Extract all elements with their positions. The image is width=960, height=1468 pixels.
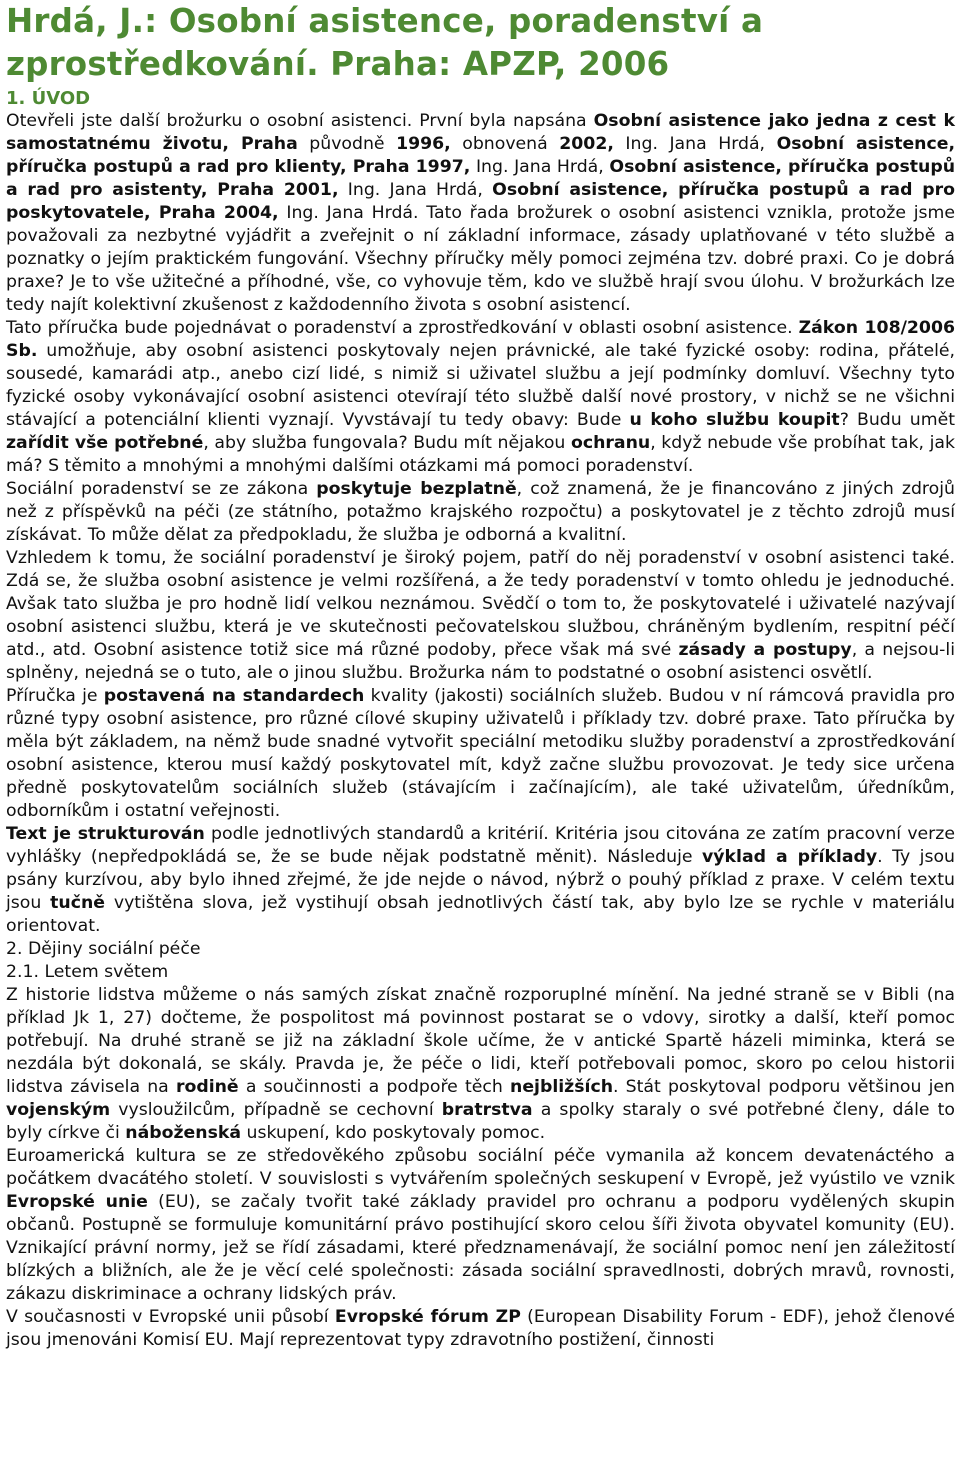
text-run: Příručka je [6,686,104,706]
subsection-heading-letem-svetem: 2.1. Letem světem [6,962,169,982]
text-run: obnovená [450,134,560,154]
paragraph [6,823,955,938]
text-run: vytištěna slova, jež vystihují obsah jednotlivých částí tak, aby bylo lze se rychle v materiálu orientovat. [6,893,956,936]
section-heading-uvod: 1. ÚVOD [6,88,91,109]
paragraph [6,317,955,478]
bold-text: Text je strukturován [6,824,205,844]
text-run: , což znamená, že je financováno z jiných zdrojů než z příspěvků na péči (ze státního, potažmo krajského rozpočtu) a poskytovatel je z těchto zdrojů musí získávat. To může dělat za předpokladu, že služba je odborná a kvalitní. [6,479,955,545]
text-run: . Ty jsou psány kurzívou, aby bylo ihned zřejmé, že jde nejde o návod, nýbrž o pouhý příklad z praxe. V celém textu jsou [6,847,956,913]
bold-text: Osobní asistence, příručka postupů a rad pro asistenty, Praha 2001, [6,157,956,200]
text-run: podle jednotlivých standardů a kritérií. Kritéria jsou citována ze zatím pracovní verze vyhlášky (nepředpokládá se, že se bude nějak podstatně měnit). Následuje [6,824,955,867]
text-run: uskupení, kdo poskytovaly pomoc. [241,1123,546,1143]
text-run: Sociální poradenství se ze zákona [6,479,317,499]
section-1-body [6,110,955,938]
bold-text: postavená na standardech [103,686,365,706]
text-run: Euroamerická kultura se ze středověkého způsobu sociální péče vymanila až koncem devatenáctého a počátkem dvacátého století. V souvislosti s vytvářením společných seskupení v Evropě, jež vyústilo ve vznik [6,1146,955,1189]
paragraph [6,547,955,685]
text-run: Ing. Jana Hrdá, [613,134,777,154]
text-run: (European Disability Forum - EDF), jehož členové jsou jmenováni Komisí EU. Mají reprezentovat typy zdravotního postižení, činnosti [6,1307,955,1350]
paragraph [6,685,955,823]
text-run: Tato příručka bude pojednávat o poradenství a zprostředkování v oblasti osobní asistence. [6,318,799,338]
text-run: umožňuje, aby osobní asistenci poskytovaly nejen právnické, ale také fyzické osoby: rodina, přátelé, sousedé, kamarádi atp., anebo cizí lidé, s nimiž si uživatel službu a její podmínky domluví. Všechny tyto fyzické osoby vykonávající osobní asistenci otevírají této službě další nové prostory, v nichž se ne všichni stávající a potenciální klienti vyznají. Vyvstávají tu tedy obavy: Bude [6,341,955,430]
paragraph [6,984,955,1145]
text-run: Ing. Jana Hrdá. Tato řada brožurek o osobní asistenci vznikla, protože jsme považovali za nezbytné vyjádřit a zveřejnit o ní základní informace, zásady uplatňované v této službě a poznatky o jejím praktickém fungování. Všechny příručky měly pomoci zejména tzv. dobré praxi. Co je dobrá praxe? Je to vše užitečné a příhodné, vše, co vyhovuje těm, kdo ve službě hrají svou úlohu. V brožurkách lze tedy najít kolektivní zkušenost z každodenního života s osobní asistencí. [6,203,956,315]
bold-text: Osobní asistence, příručka postupů a rad pro klienty, Praha 1997, [6,134,956,177]
text-run: Ing. Jana Hrdá, [470,157,610,177]
text-run: , když nebude vše probíhat tak, jak má? S těmito a mnohými a mnohými dalšími otázkami má pomoci poradenství. [6,433,955,476]
bold-text: 2002, [559,134,614,154]
bold-text: bratrstva [441,1100,533,1120]
section-2-body [6,984,955,1352]
bold-text: výklad a příklady [702,847,878,867]
text-run: ? Budu umět [839,410,955,430]
paragraph [6,1145,955,1306]
bold-text: zařídit vše potřebné [6,433,204,453]
text-run: Vzhledem k tomu, že sociální poradenství je široký pojem, patří do něj poradenství v osobní asistenci také. Zdá se, že služba osobní asistence je velmi rozšířená, a že tedy poradenství v tomto ohledu je jednoduché. Avšak tato služba je pro hodně lidí velkou neznámou. Svědčí o tom to, že poskytovatelé i uživatelé nazývají osobní asistenci službu, která je ve skutečnosti pečovatelskou službou, chráněným bydlením, respitní péčí atd., atd. Osobní asistence totiž sice má různé podoby, přece však má své [6,548,955,660]
text-run: Otevřeli jste další brožurku o osobní asistenci. První byla napsána [6,111,594,131]
text-run: a spolky staraly o své potřebné členy, dále to byly církve či [6,1100,955,1143]
text-run: Z historie lidstva můžeme o nás samých získat značně rozporuplné mínění. Na jedné straně se v Bibli (na příklad Jk 1, 27) dočteme, že pospolitost má povinnost postarat se o vdovy, sirotky a další, kteří pomoc potřebují. Na druhé straně se již na základní škole učíme, že v antické Spartě házeli miminka, která se nezdála být dokonalá, se skály. Pravda je, že péče o lidi, kteří potřebovali pomoc, skoro po celou historii lidstva závisela na [6,985,955,1097]
bold-text: Evropské unie [6,1192,148,1212]
bold-text: Osobní asistence, příručka postupů a rad pro poskytovatele, Praha 2004, [6,180,955,223]
paragraph [6,478,955,547]
paragraph [6,1306,955,1352]
paragraph [6,110,955,317]
text-run: původně [297,134,397,154]
text-run: , a nejsou-li splněny, nejedná se o tuto, ale o jinou službu. Brožurka nám to podstatné o osobní asistenci osvětlí. [6,640,955,683]
document-title: Hrdá, J.: Osobní asistence, poradenství a zprostředkování. Praha: APZP, 2006 [6,2,764,83]
bold-text: vojenským [6,1100,111,1120]
bold-text: Evropské fórum ZP [334,1307,521,1327]
text-run: (EU), se začaly tvořit také základy pravidel pro ochranu a podporu vydělených skupin občanů. Postupně se formuluje komunitární právo postihující skoro celou šíři života obyvatel komunity (EU). Vznikající právní normy, jež se řídí zásadami, které předznamenávají, že sociální pomoc není jen záležitostí blízkých a bližních, ale že je věcí celé společnosti: zásada sociální spravedlnosti, dobrých mravů, rovnosti, zákazu diskriminace a ochrany lidských práv. [6,1192,956,1304]
bold-text: Osobní asistence jako jedna z cest k samostatnému životu, Praha [6,111,955,154]
section-heading-dejiny: 2. Dějiny sociální péče [6,939,201,959]
text-run: a součinnosti a podpoře těch [238,1077,511,1097]
bold-text: zásady a postupy [678,640,852,660]
text-run: kvality (jakosti) sociálních služeb. Budou v ní rámcová pravidla pro různé typy osobní asistence, pro různé cílové skupiny uživatelů i příklady tzv. dobré praxe. Tato příručka by měla být základem, na němž bude snadné vytvořit speciální metodiku služby poradenství a zprostředkování osobní asistence, kterou musí každý poskytovatel mít, když začne službu provozovat. Je tedy sice určena předně poskytovatelům sociálních služeb (stávajícím i začínajícím), ale také uživatelům, úředníkům, odborníkům i ostatní veřejnosti. [6,686,955,821]
text-run: V současnosti v Evropské unii působí [6,1307,335,1327]
text-run: vysloužilcům, případně se cechovní [110,1100,442,1120]
bold-text: náboženská [125,1123,242,1143]
bold-text: u koho službu koupit [629,410,840,430]
text-run: . Stát poskytoval podporu většinou jen [613,1077,955,1097]
text-run: Ing. Jana Hrdá, [338,180,493,200]
bold-text: ochranu [570,433,651,453]
bold-text: poskytuje bezplatně [316,479,517,499]
bold-text: tučně [50,893,106,913]
bold-text: 1996, [396,134,451,154]
text-run: , aby služba fungovala? Budu mít nějakou [203,433,571,453]
bold-text: nejbližších [510,1077,613,1097]
bold-text: rodině [175,1077,239,1097]
bold-text: Zákon 108/2006 Sb. [6,318,956,361]
